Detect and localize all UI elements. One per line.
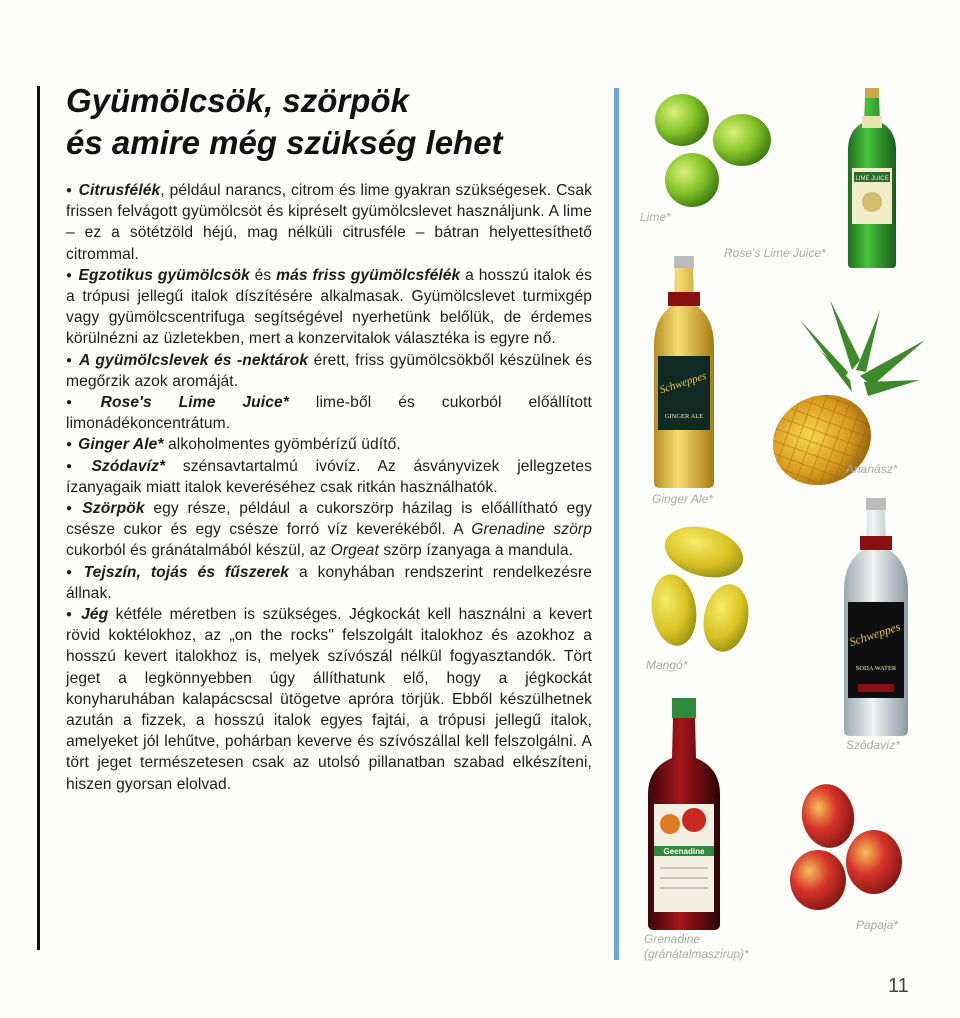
soda-water-bottle-image xyxy=(838,498,914,736)
roses-lime-juice-bottle-image xyxy=(844,88,900,268)
paragraph-text: szénsavtartalmú ivóvíz. Az ásványvizek jellegzetes ízanyagaik miatt italok keveréséhez csak ritkán használhatók. xyxy=(66,457,593,496)
paragraph-text: egy része, például a cukorszörp házilag is előállítható egy csésze cukor és egy csésze forró víz keverékéből. A xyxy=(66,500,593,539)
paragraph-text: és xyxy=(249,266,277,284)
italic-term: Grenadine szörp xyxy=(471,521,592,539)
keyword: Citrusfélék xyxy=(78,182,161,199)
article-body xyxy=(66,180,592,795)
caption-grenadine-line-2: (gránátalmaszirup)* xyxy=(644,947,749,961)
paragraph-text: kétféle méretben is szükséges. Jégkockát kell használni a kevert rövid koktélokhoz, az „on the rocks" felszolgált italokhoz és azokhoz a hosszú kevert italokhoz is, melyek szívószál nélkül fogyasztandók. Tört jeget a legkönnyebben úgy állíthatunk elő, hogy a jégkockát konyharuhában kalapácscsal ütögetve apróra törjük. Ebből készülhetnek azután a fizzek, a hosszú italok egyes fajtái, a trópusi jellegű italok, amelyeket jól lehűtve, pohárban keverve és szívószállal kell felszolgálni. A tört jeget természetesen csak az utolsó pillanatban szabad elkészíteni, hiszen gyorsan elolvad. xyxy=(66,606,592,793)
caption-ginger-ale: Ginger Ale* xyxy=(652,492,713,506)
grenadine-bottle-image xyxy=(644,698,724,930)
page-title-line-2: és amire még szükség lehet xyxy=(66,124,503,161)
keyword: Tejszín, tojás és fűszerek xyxy=(83,563,290,581)
keyword: Egzotikus gyümölcsök xyxy=(78,266,250,284)
keyword: más friss gyümölcsfélék xyxy=(276,266,461,284)
mango-fruit-image xyxy=(644,520,764,660)
caption-lime: Lime* xyxy=(640,210,671,224)
paragraph-text: , például narancs, citrom és lime gyakran szükségesek. Csak frissen felvágott gyümölcsöt és kipréselt gyümölcslevet használjunk. A lime – ez a sötétzöld héjú, mag nélküli citrusféle – bátran helyettesíthető citrommal. xyxy=(66,182,593,263)
italic-term: Orgeat xyxy=(330,542,379,560)
keyword: Ginger Ale* xyxy=(78,436,164,454)
page-number: 11 xyxy=(888,975,909,997)
keyword: A gyümölcslevek és -nektárok xyxy=(79,351,309,369)
papaya-fruit-image xyxy=(784,776,914,916)
keyword: Szörpök xyxy=(82,500,145,518)
paragraph-roses-lime xyxy=(66,392,592,434)
blue-divider-rule xyxy=(614,88,619,960)
paragraph-text: cukorból és gránátalmából készül, az xyxy=(66,542,331,560)
caption-ananasz: Ananász* xyxy=(846,462,898,476)
page-title xyxy=(66,80,606,164)
paragraph-exotic-fruits xyxy=(66,265,592,350)
caption-mango: Mangó* xyxy=(646,658,688,672)
paragraph-text: alkoholmentes gyömbérízű üdítő. xyxy=(163,436,401,454)
paragraph-syrups xyxy=(66,498,592,562)
keyword: Rose's Lime Juice* xyxy=(100,394,289,412)
paragraph-soda-water xyxy=(66,456,592,498)
soda-bottle-label: SODA WATER xyxy=(855,665,897,672)
keyword: Szódavíz* xyxy=(91,457,166,475)
paragraph-text: lime-ből és cukorból előállított limonádékoncentrátum. xyxy=(66,394,592,433)
grenadine-bottle-label: Geenadine xyxy=(663,847,705,856)
caption-grenadine-line-1: Grenadine xyxy=(644,932,701,946)
lime-fruit-image xyxy=(648,88,778,218)
caption-szodaviz: Szódavíz* xyxy=(846,738,901,752)
caption-papaja: Papaja* xyxy=(856,918,899,932)
ginger-bottle-brand: Schweppes xyxy=(658,369,708,397)
keyword: Jég xyxy=(81,606,109,624)
paragraph-text: szörp ízanyaga a mandula. xyxy=(378,542,574,560)
paragraph-ginger-ale xyxy=(66,434,592,455)
paragraph-text: érett, friss gyümölcsökből készülnek és megőrzik azok aromáját. xyxy=(66,351,592,390)
caption-roses-lime-juice: Rose's Lime Juice* xyxy=(724,246,826,260)
caption-grenadine xyxy=(644,932,749,962)
roses-bottle-label: LIME JUICE xyxy=(855,176,889,182)
paragraph-text: a konyhában rendszerint rendelkezésre állnak. xyxy=(66,563,592,602)
ginger-bottle-label: GINGER ALE xyxy=(664,413,704,420)
left-margin-rule xyxy=(37,86,40,950)
paragraph-juices xyxy=(66,350,592,392)
soda-bottle-brand: Schweppes xyxy=(847,619,902,649)
ginger-ale-bottle-image xyxy=(648,256,720,488)
pineapple-image xyxy=(760,300,930,500)
paragraph-cream-eggs xyxy=(66,562,592,604)
page-title-line-1: Gyümölcsök, szörpök xyxy=(66,82,409,119)
paragraph-ice xyxy=(66,604,592,795)
paragraph-text: a hosszú italok és a trópusi jellegű italok díszítésére alkalmasak. Gyümölcslevet turmixgép vagy gyümölcscentrifuga segítségével nyerhetünk belőlük, de érdemes körülnézni az üzletekben, mert a konzervitalok választéka is egyre nő. xyxy=(66,266,593,348)
paragraph-citrus xyxy=(66,180,592,265)
